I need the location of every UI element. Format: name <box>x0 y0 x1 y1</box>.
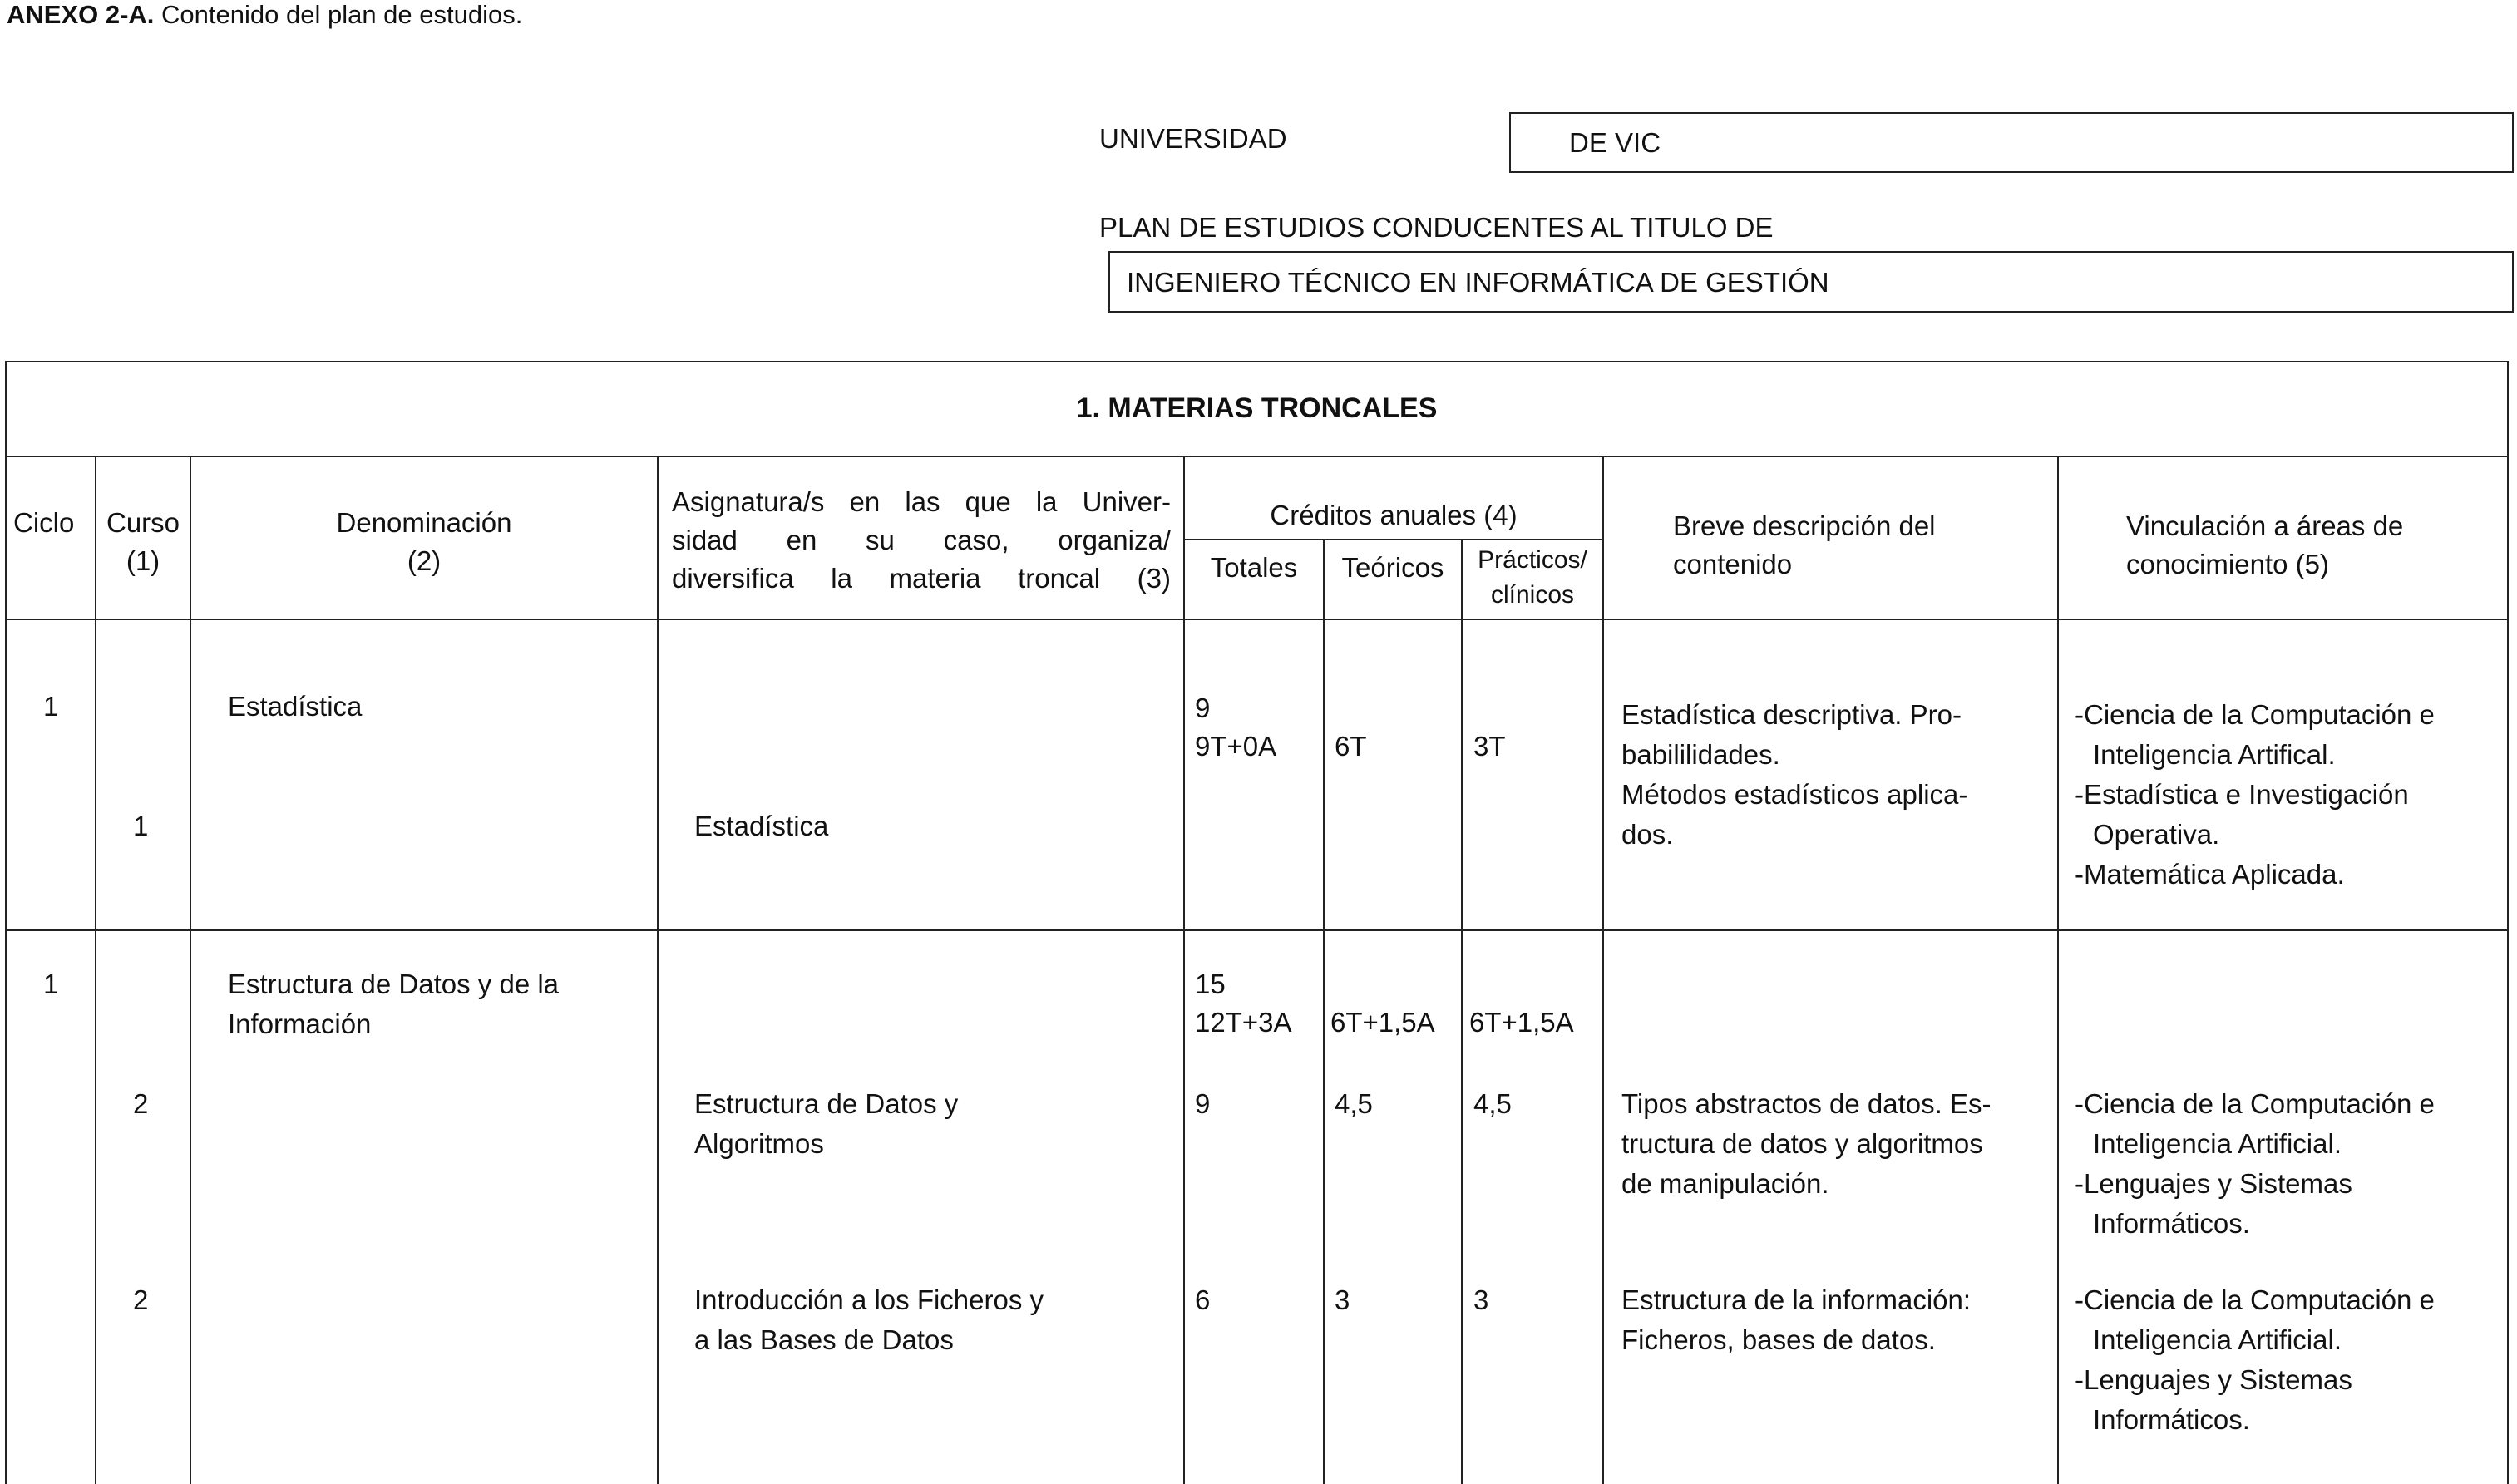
column-rule <box>2057 457 2059 1484</box>
column-rule <box>95 457 96 1484</box>
row2-practicos: 3 <box>1473 1284 1489 1315</box>
block1-totales: 9 <box>1195 693 1211 723</box>
row1-teoricos: 4,5 <box>1335 1088 1373 1119</box>
description-line: Estructura de la información: <box>1621 1284 1972 1315</box>
row1-descripcion <box>1621 1084 1991 1204</box>
col-header-descripcion-line1: Breve descripción del <box>1673 510 1936 541</box>
col-header-asignaturas-line3: diversifica la materia troncal (3) <box>672 563 1171 594</box>
row2-areas <box>2075 1280 2499 1440</box>
col-header-teoricos: Teóricos <box>1341 552 1444 583</box>
col-header-creditos: Créditos anuales (4) <box>1270 500 1518 530</box>
block1-asignatura: Estadística <box>694 811 829 841</box>
row2-asignatura-line1: Introducción a los Ficheros y <box>694 1284 1044 1315</box>
column-rule <box>657 457 659 1484</box>
block1-totales-detail: 9T+0A <box>1195 731 1277 762</box>
description-line: Métodos estadísticos aplica- <box>1621 779 1968 810</box>
description-line: tructura de datos y algoritmos <box>1621 1128 1983 1159</box>
plan-label: PLAN DE ESTUDIOS CONDUCENTES AL TITULO DE <box>1099 212 1774 243</box>
section-title: 1. MATERIAS TRONCALES <box>5 361 2509 457</box>
row1-asignatura-line2: Algoritmos <box>694 1128 824 1159</box>
block2-practicos: 6T+1,5A <box>1469 1007 1574 1038</box>
university-label: UNIVERSIDAD <box>1099 123 1287 154</box>
row1-asignatura <box>694 1084 958 1164</box>
col-header-vinculacion-line2: conocimiento (5) <box>2126 549 2329 579</box>
column-rule <box>1323 539 1325 1484</box>
col-header-ciclo: Ciclo <box>13 507 75 538</box>
block1-practicos: 3T <box>1473 731 1506 762</box>
description-line: dos. <box>1621 819 1674 850</box>
annex-description: Contenido del plan de estudios. <box>154 0 523 29</box>
column-rule <box>190 457 191 1484</box>
col-header-practicos <box>1463 547 1602 609</box>
block2-denominacion-line2: Información <box>228 1008 372 1039</box>
description-line: babililidades. <box>1621 739 1780 770</box>
col-header-denominacion-line1: Denominación <box>336 507 512 538</box>
row2-asignatura-line2: a las Bases de Datos <box>694 1324 954 1355</box>
column-rule <box>1602 457 1604 1484</box>
description-line: Estadística descriptiva. Pro- <box>1621 699 1962 730</box>
area-item: -Lenguajes y Sistemas Informáticos. <box>2075 1168 2352 1239</box>
col-header-vinculacion <box>2126 507 2403 584</box>
col-header-curso-line1: Curso <box>106 507 180 538</box>
col-header-descripcion <box>1673 507 1936 584</box>
block1-descripcion <box>1621 695 1967 855</box>
description-line: Ficheros, bases de datos. <box>1621 1324 1936 1355</box>
area-item: -Ciencia de la Computación e Inteligencia Artificial. <box>2075 1284 2435 1355</box>
university-field <box>1509 112 2514 173</box>
block2-denominacion <box>228 964 559 1044</box>
row2-asignatura <box>694 1280 1044 1360</box>
row2-descripcion <box>1621 1280 1971 1360</box>
description-line: de manipulación. <box>1621 1168 1829 1199</box>
block2-totales-detail: 12T+3A <box>1195 1007 1292 1038</box>
degree-title-field <box>1108 251 2514 313</box>
block1-ciclo: 1 <box>43 691 59 722</box>
block1-denominacion: Estadística <box>228 691 363 722</box>
annex-label: ANEXO 2-A. <box>7 0 155 29</box>
row1-totales: 9 <box>1195 1088 1211 1119</box>
area-item: -Estadística e Investigación Operativa. <box>2075 779 2409 850</box>
row1-practicos: 4,5 <box>1473 1088 1512 1119</box>
block1-areas <box>2075 695 2499 895</box>
col-header-totales: Totales <box>1210 552 1298 583</box>
col-header-denominacion <box>191 504 657 580</box>
col-header-curso-line2: (1) <box>126 545 160 576</box>
header-bottom-rule <box>5 619 2509 620</box>
area-item: -Lenguajes y Sistemas Informáticos. <box>2075 1364 2352 1435</box>
row2-teoricos: 3 <box>1335 1284 1350 1315</box>
col-header-practicos-line2: clínicos <box>1490 581 1575 609</box>
university-value: DE VIC <box>1569 127 1661 158</box>
block2-ciclo: 1 <box>43 969 59 999</box>
col-header-denominacion-line2: (2) <box>407 545 442 576</box>
column-rule <box>1461 539 1463 1484</box>
annex-heading <box>7 0 522 30</box>
column-rule <box>1183 457 1185 1484</box>
col-header-vinculacion-line1: Vinculación a áreas de <box>2126 510 2404 541</box>
block1-curso: 1 <box>133 811 149 841</box>
degree-title: INGENIERO TÉCNICO EN INFORMÁTICA DE GESTIÓN <box>1127 267 1829 298</box>
row1-areas <box>2075 1084 2499 1244</box>
row1-curso: 2 <box>133 1088 149 1119</box>
row2-curso: 2 <box>133 1284 149 1315</box>
block2-totales: 15 <box>1195 969 1226 999</box>
area-item: -Ciencia de la Computación e Inteligencia Artifical. <box>2075 699 2435 770</box>
col-header-asignaturas-line2: sidad en su caso, organiza/ <box>672 525 1171 555</box>
row2-totales: 6 <box>1195 1284 1211 1315</box>
row1-asignatura-line1: Estructura de Datos y <box>694 1088 959 1119</box>
area-item: -Matemática Aplicada. <box>2075 859 2345 890</box>
block2-teoricos: 6T+1,5A <box>1330 1007 1435 1038</box>
credits-header-divider <box>1185 539 1604 540</box>
block2-denominacion-line1: Estructura de Datos y de la <box>228 969 560 999</box>
col-header-practicos-line1: Prácticos/ <box>1478 546 1587 574</box>
description-line: Tipos abstractos de datos. Es- <box>1621 1088 1991 1119</box>
block-divider <box>5 929 2509 931</box>
area-item: -Ciencia de la Computación e Inteligencia Artificial. <box>2075 1088 2435 1159</box>
col-header-descripcion-line2: contenido <box>1673 549 1793 579</box>
col-header-asignaturas <box>672 483 1171 598</box>
col-header-asignaturas-line1: Asignatura/s en las que la Univer- <box>672 486 1171 517</box>
col-header-curso <box>96 504 190 580</box>
block1-teoricos: 6T <box>1335 731 1367 762</box>
